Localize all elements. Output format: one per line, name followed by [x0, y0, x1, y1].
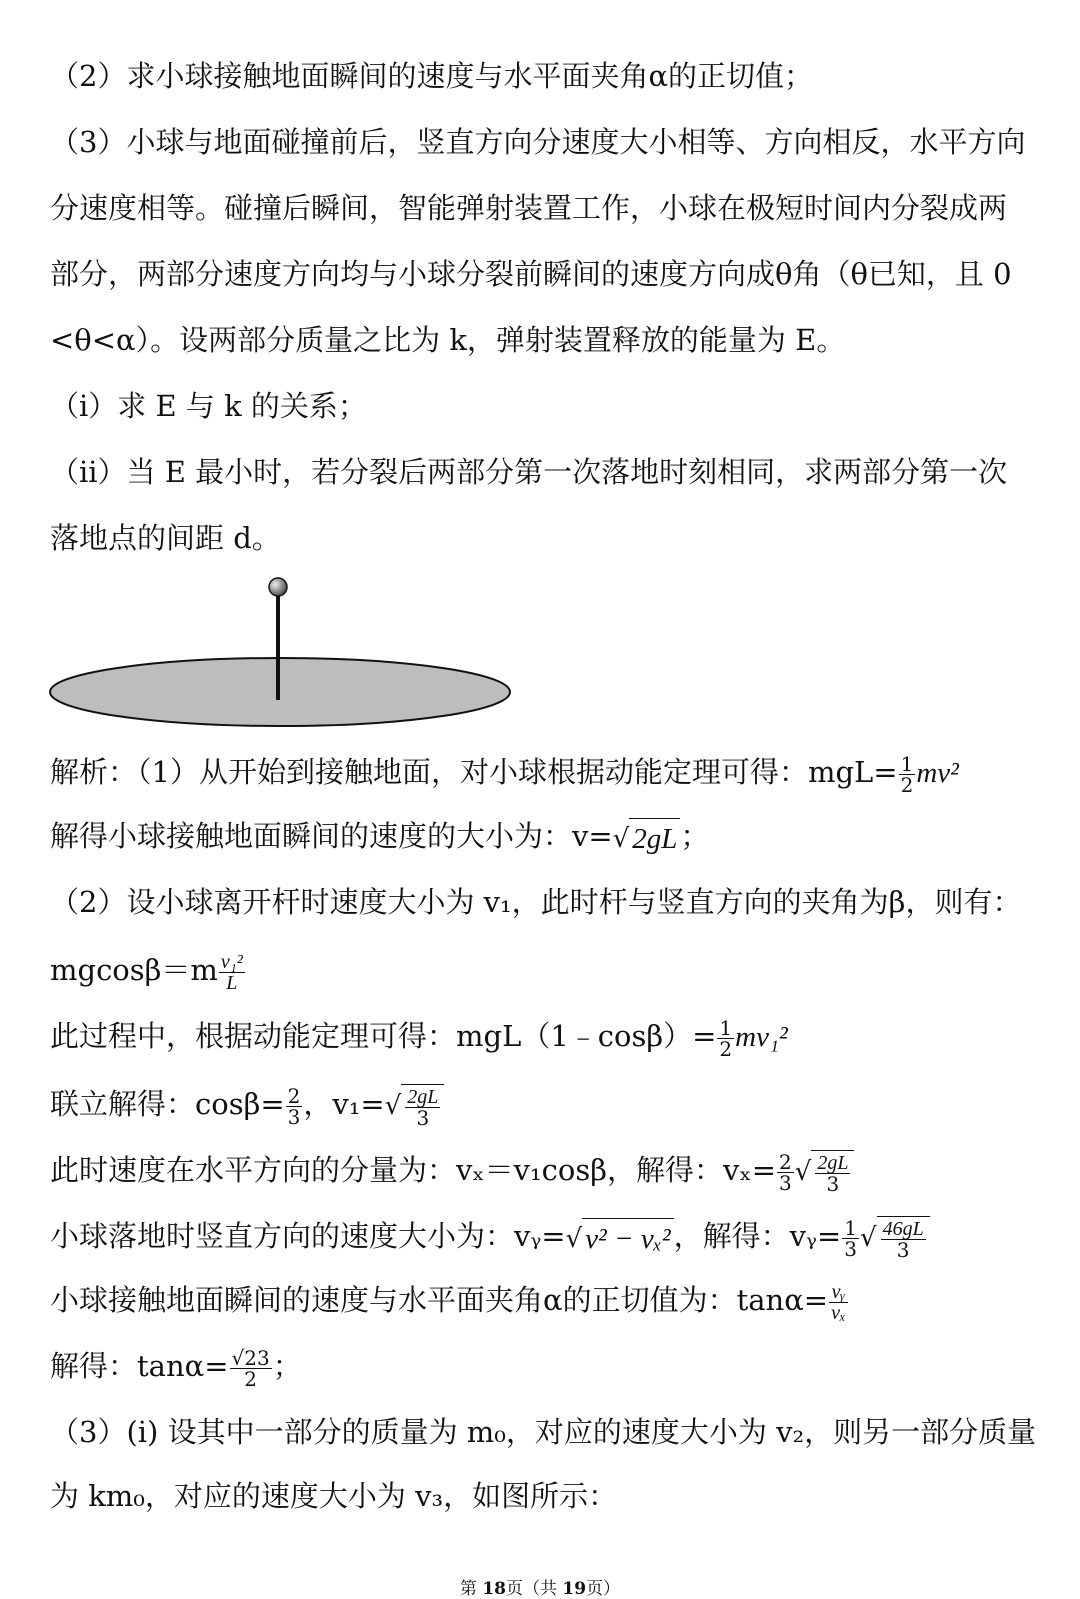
solution-1: 解析：（1）从开始到接触地面，对小球根据动能定理可得：mgL= $\frac{1}{2}$ mv² [50, 751, 959, 797]
fraction-two-thirds-2: $\frac{2}{3}$ [779, 1149, 792, 1195]
fraction-one-third: $\frac{1}{3}$ [844, 1215, 857, 1261]
fraction-vy-over-vx: $\frac{\text{vᵧ}}{\text{vₓ}}$ [831, 1280, 846, 1324]
solution-8: 小球落地时竖直方向的速度大小为：vᵧ=√ v² − vₓ² ，解得：vᵧ= $\frac{1}{3}$ √ $\frac{46gL}{3}$ [50, 1216, 930, 1260]
fraction-half: $\frac{1}{2}$ [900, 751, 914, 797]
solution-7: 此时速度在水平方向的分量为：vₓ＝v₁cosβ，解得：vₓ= $\frac{2}{3}$ √ $\frac{2gL}{3}$ [50, 1150, 854, 1194]
sqrt-46gL-over-3: √ $\frac{46gL}{3}$ [860, 1216, 930, 1260]
sqrt-2gL-over-3-b: √ $\frac{2gL}{3}$ [795, 1150, 855, 1194]
page-total: 19 [562, 1579, 587, 1599]
fraction-two-thirds: $\frac{2}{3}$ [287, 1083, 301, 1129]
question-3-line-4: <θ<α）。设两部分质量之比为 k，弹射装置释放的能量为 E。 [50, 323, 846, 357]
question-3-ii-line-1: （ii）当 E 最小时，若分裂后两部分第一次落地时刻相同，求两部分第一次 [50, 455, 1008, 489]
solution-6: 联立解得：cosβ= $\frac{2}{3}$ ，v₁=√ $\frac{2gL}{3}$ [50, 1084, 444, 1128]
solution-12: 为 km₀，对应的速度大小为 v₃，如图所示： [50, 1479, 618, 1513]
solution-10: 解得：tanα= $\frac{√23}{2}$ ； [50, 1345, 302, 1391]
question-3-line-3: 部分，两部分速度方向均与小球分裂前瞬间的速度方向成θ角（θ已知，且 0 [50, 257, 1012, 291]
solution-3: （2）设小球离开杆时速度大小为 v₁，此时杆与竖直方向的夹角为β，则有： [50, 885, 1022, 919]
fraction-half-2: $\frac{1}{2}$ [719, 1015, 733, 1061]
fraction-sqrt23-over-2: $\frac{√23}{2}$ [231, 1345, 270, 1391]
question-2: （2）求小球接触地面瞬间的速度与水平面夹角α的正切值； [50, 59, 814, 93]
sqrt-v2-minus-vx2: √ v² − vₓ² [566, 1217, 674, 1260]
sqrt-2gL-over-3: √ $\frac{2gL}{3}$ [385, 1084, 445, 1128]
solution-2: 解得小球接触地面瞬间的速度的大小为：v=√ 2gL ； [50, 816, 709, 859]
page-number: 18 [482, 1579, 506, 1599]
question-3-line-1: （3）小球与地面碰撞前后，竖直方向分速度大小相等、方向相反，水平方向 [50, 125, 1026, 159]
question-3-ii-line-2: 落地点的间距 d。 [50, 521, 281, 555]
page-footer: 第 18页（共 19页） [459, 1579, 621, 1599]
question-3-line-2: 分速度相等。碰撞后瞬间，智能弹射装置工作，小球在极短时间内分裂成两 [50, 191, 1008, 225]
sqrt-2gL: √ 2gL [613, 817, 681, 860]
fraction-v1sq-over-L: $\frac{\text{v₁²}}{L}$ [220, 950, 243, 994]
solution-9: 小球接触地面瞬间的速度与水平面夹角α的正切值为：tanα= $\frac{\text{vᵧ}}{\text{vₓ}}$ [50, 1280, 846, 1324]
question-3-i: （ⅰ）求 E 与 k 的关系； [50, 389, 367, 423]
solution-5: 此过程中，根据动能定理可得：mgL（1﹣cosβ）= $\frac{1}{2}$ mv₁² [50, 1015, 788, 1061]
ball [269, 578, 287, 596]
figure-ball-rod-disc [40, 568, 520, 738]
solution-4: mgcosβ＝m $\frac{\text{v₁²}}{L}$ [50, 950, 243, 994]
solution-11: （3）(ⅰ) 设其中一部分的质量为 m₀，对应的速度大小为 v₂，则另一部分质量 [50, 1415, 1037, 1449]
